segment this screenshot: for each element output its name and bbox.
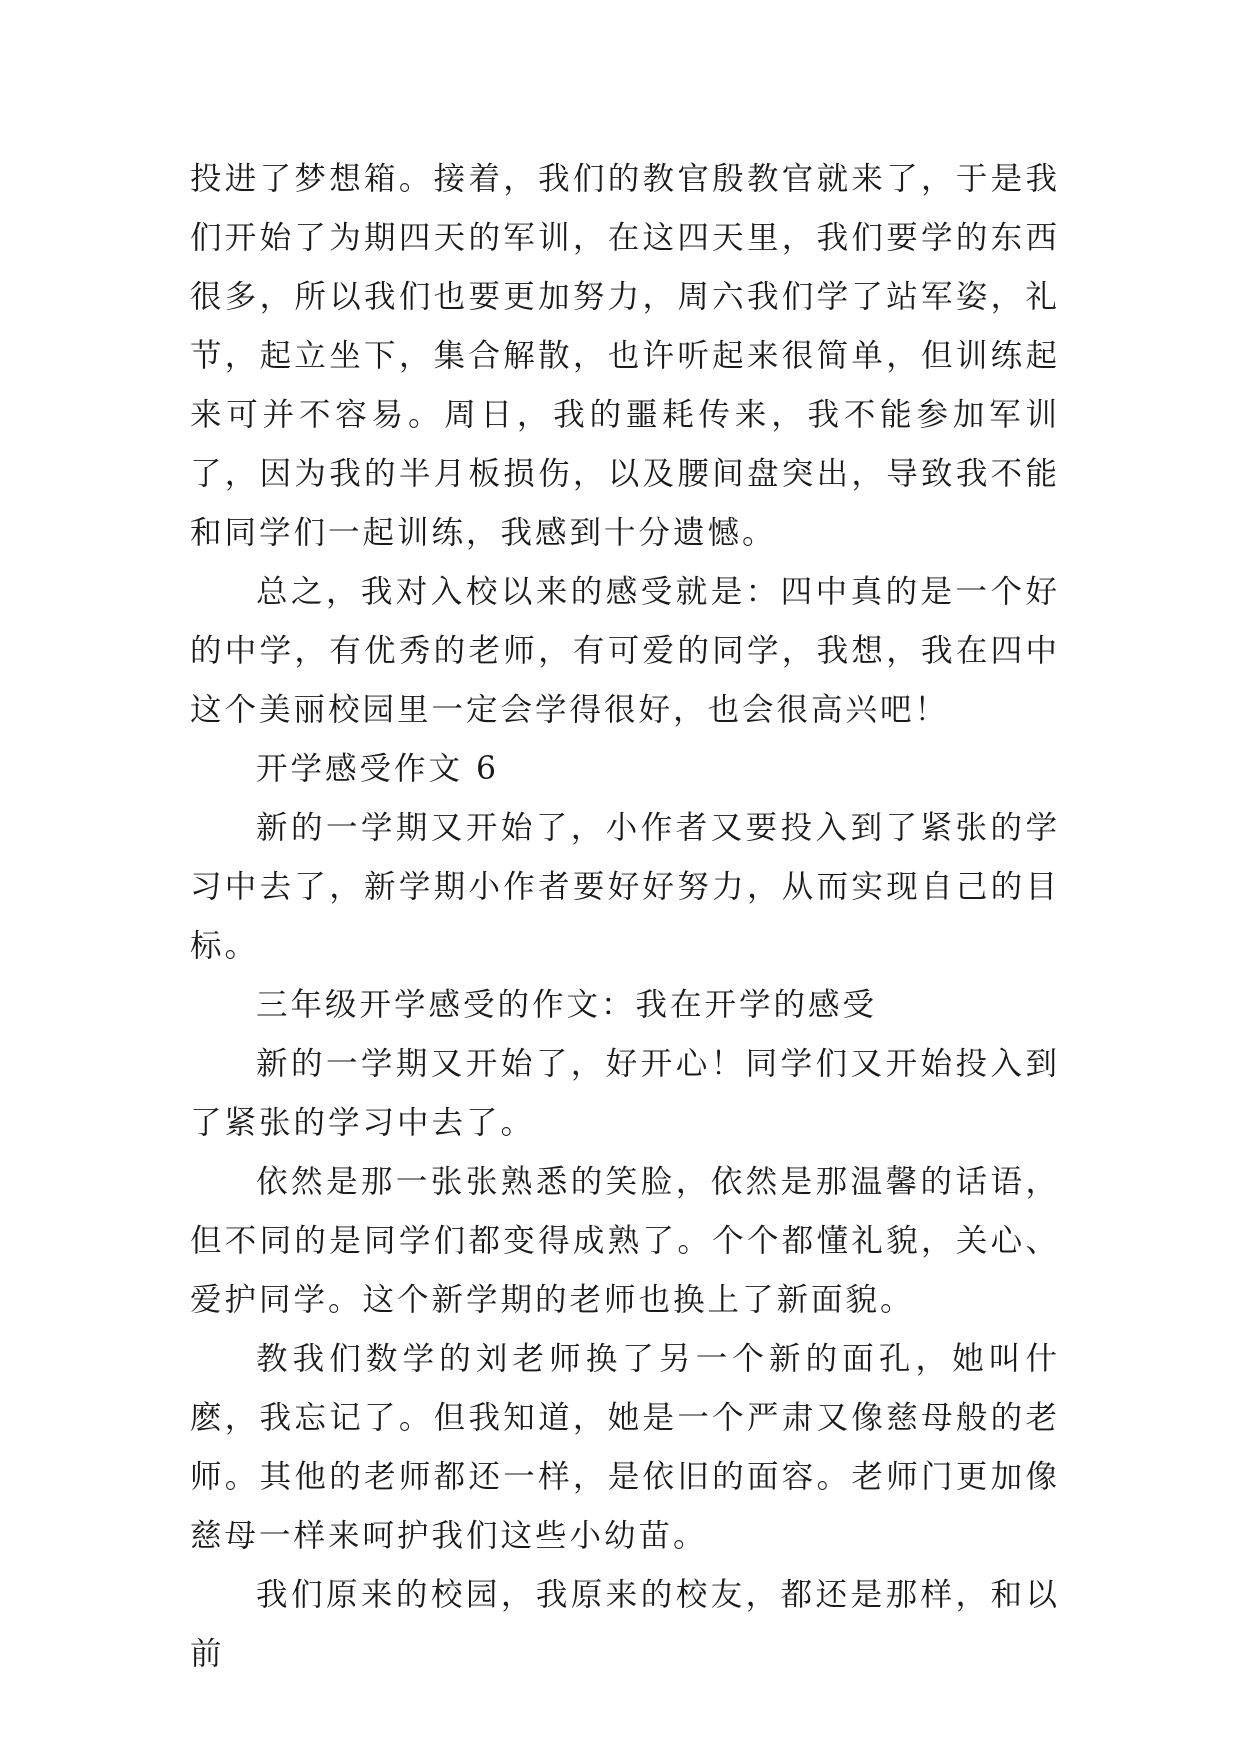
paragraph-4: 新的一学期又开始了，好开心！同学们又开始投入到了紧张的学习中去了。	[190, 1046, 1060, 1141]
document-body	[190, 150, 1060, 1684]
paragraph-6: 教我们数学的刘老师换了另一个新的面孔，她叫什麽，我忘记了。但我知道，她是一个严肃又像慈母般的老师。其他的老师都还一样，是依旧的面容。老师门更加像慈母一样来呵护我们这些小幼苗。	[190, 1341, 1060, 1554]
paragraph-5: 依然是那一张张熟悉的笑脸，依然是那温馨的话语，但不同的是同学们都变得成熟了。个个都懂礼貌，关心、爱护同学。这个新学期的老师也换上了新面貌。	[190, 1164, 1060, 1318]
paragraph-7: 我们原来的校园，我原来的校友，都还是那样，和以前	[190, 1577, 1060, 1672]
paragraph-2: 总之，我对入校以来的感受就是：四中真的是一个好的中学，有优秀的老师，有可爱的同学，我想，我在四中这个美丽校园里一定会学得很好，也会很高兴吧！	[190, 574, 1060, 728]
subtitle: 三年级开学感受的作文：我在开学的感受	[256, 987, 878, 1023]
paragraph-3: 新的一学期又开始了，小作者又要投入到了紧张的学习中去了，新学期小作者要好好努力，从而实现自己的目标。	[190, 810, 1060, 964]
paragraph-1: 投进了梦想箱。接着，我们的教官殷教官就来了，于是我们开始了为期四天的军训，在这四天里，我们要学的东西很多，所以我们也要更加努力，周六我们学了站军姿，礼节，起立坐下，集合解散，也许听起来很简单，但训练起来可并不容易。周日，我的噩耗传来，我不能参加军训了，因为我的半月板损伤，以及腰间盘突出，导致我不能和同学们一起训练，我感到十分遗憾。	[190, 161, 1060, 551]
section-heading: 开学感受作文 6	[256, 751, 500, 787]
